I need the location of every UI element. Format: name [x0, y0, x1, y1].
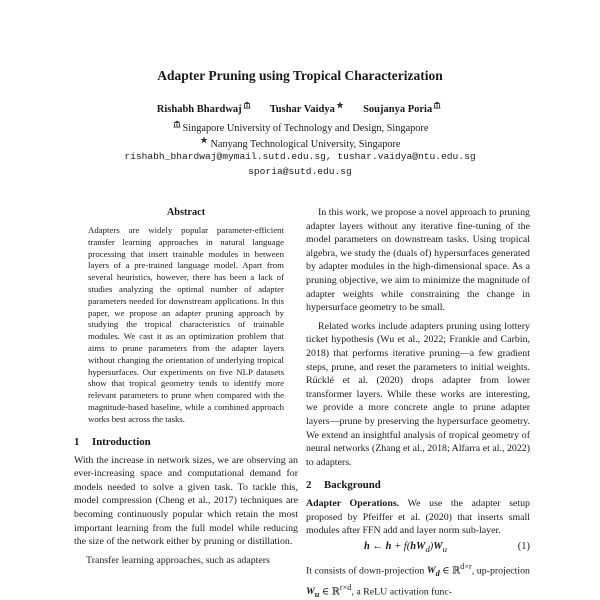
university-star-icon	[200, 136, 208, 144]
email-line-1: rishabh_bhardwaj@mymail.sutd.edu.sg, tushar.vaidya@ntu.edu.sg	[124, 151, 476, 162]
section-heading-background	[306, 478, 530, 492]
author-line	[0, 101, 600, 115]
affiliation-2	[0, 136, 600, 150]
right-column	[306, 206, 530, 600]
equation-number: (1)	[517, 541, 530, 553]
author-name: Rishabh Bhardwaj	[156, 104, 242, 115]
section-number: 2	[306, 479, 312, 492]
equation-1	[306, 538, 530, 560]
math-symbol: $W_u$	[306, 586, 320, 600]
section-number: 1	[74, 435, 80, 448]
section-title: Introduction	[92, 435, 151, 448]
adapter-definition-paragraph: It consists of down-projection $W_d$ ∈ ℝ$^{d\times r}$, up-projection $W_u$ ∈ ℝ$^{r\times d}$, a ReLU activation func-	[306, 562, 530, 600]
intro-paragraph-1: With the increase in network sizes, we are observing an ever-increasing space and computational demand for models needed to solve a given task. To tackle this, model compression (Cheng et al., 2017) techniques are becoming continuously popular which retain the most important learning from the full model while reducing the size of the network either by pruning or distillation.	[74, 454, 298, 548]
body-paragraph-1: In this work, we propose a novel approach to pruning adapter layers without any iterative fine-tuning of the model parameters on downstream tasks. Using tropical algebra, we study the (duals of) hypersurfaces generated by adapter modules in the high-dimensional space. As a pruning objective, we aim to minimize the magnitude of adapter weights while constraining the change in hypersurface geometry to be small.	[306, 207, 530, 314]
affiliation-text: Singapore University of Technology and Design, Singapore	[182, 123, 429, 134]
university-building-icon	[243, 101, 251, 109]
paragraph-text: We use the adapter setup proposed by Pfeiffer et al. (2020) that inserts small modules after FFN add and layer norm sub-layer.	[306, 498, 530, 537]
math-symbol: $W_d$	[426, 565, 440, 579]
paragraph-text: It consists of down-projection	[306, 565, 425, 577]
abstract-heading: Abstract	[166, 207, 206, 218]
paragraph-run-in-heading: Adapter Operations.	[306, 498, 400, 510]
body-paragraph-2: Related works include adapters pruning using lottery ticket hypothesis (Wu et al., 2022; Frankle and Carbin, 2018) that performs iterative pruning—a few gradient steps, prune, and reset the parameters to initial weights. Rücklé et al. (2020) drops adapter from lower transformer layers. While these works are interesting, we provide a more concrete angle to prune adapter layers—prune by preserving the hypersurface geometry. We extend an insightful analysis of tropical geometry of neural networks (Zhang et al., 2018; Alfarra et al., 2022) to adapters.	[306, 320, 530, 468]
affiliation-1	[0, 120, 600, 134]
author-name: Soujanya Poria	[363, 104, 433, 115]
equation-body: h ← $h + f(hW_d)W_u$	[364, 541, 447, 555]
author-name: Tushar Vaidya	[269, 104, 335, 115]
abstract-text: Adapters are widely popular parameter-efficient transfer learning approaches in natural language processing that insert trainable modules in between layers of a pre-trained language model. Apart from several heuristics, however, there has been a lack of studies analyzing the optimal number of adapter parameters needed for downstream applications. In this paper, we propose an adapter pruning approach by studying the tropical characteristics of trainable modules. We cast it as an optimization problem that aims to prune parameters from the adapter layers without changing the orientation of underlying tropical hypersurfaces. Our experiments on five NLP datasets show that tropical geometry tends to identify more relevant parameters to prune when compared with the magnitude-based baseline, while a combined approach works best across the tasks.	[88, 225, 284, 424]
left-column	[74, 206, 298, 567]
paragraph-text: , a ReLU activation func-	[351, 586, 453, 598]
email-line-2: sporia@sutd.edu.sg	[248, 166, 352, 177]
paragraph-text: , up-projection	[471, 565, 530, 577]
university-building-icon	[173, 120, 181, 128]
affiliation-text: Nanyang Technological University, Singapore	[210, 139, 401, 150]
intro-paragraph-2: Transfer learning approaches, such as adapters	[86, 554, 270, 566]
section-heading-introduction	[74, 435, 298, 449]
university-building-icon	[433, 101, 441, 109]
university-star-icon	[336, 101, 344, 109]
adapter-operations-paragraph	[306, 497, 530, 538]
paper-title: Adapter Pruning using Tropical Characterization	[157, 68, 443, 83]
section-title: Background	[324, 479, 381, 492]
